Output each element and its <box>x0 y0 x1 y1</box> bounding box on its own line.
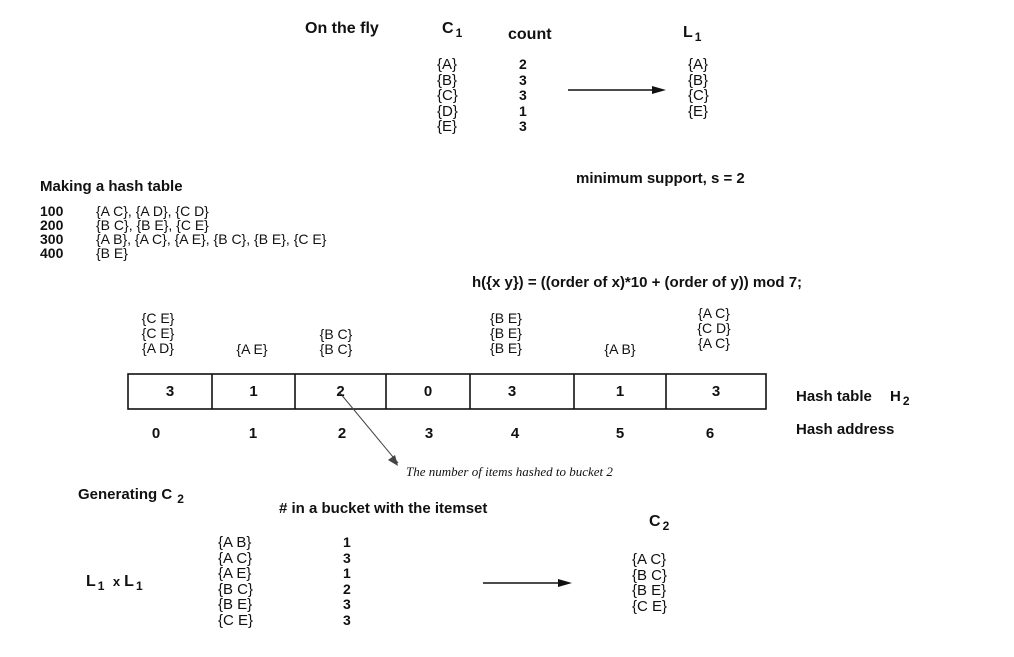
c2-header <box>649 513 669 531</box>
candidate-pair: {A E} <box>218 565 252 582</box>
pair-bucket-count: 2 <box>343 580 351 597</box>
l1-item: {E} <box>688 102 709 120</box>
hash-table-name-sub: 2 <box>902 394 910 408</box>
candidate-pair: {B E} <box>218 596 253 613</box>
c2-item: {C E} <box>632 597 668 615</box>
bucket-item: {B C} <box>319 341 353 357</box>
generating-c2-title <box>78 486 184 506</box>
bucket-item: {B E} <box>490 340 522 356</box>
product-left-sub: 1 <box>97 579 105 593</box>
bucket-count-2: 2 <box>336 383 345 400</box>
on-the-fly-label: On the fly <box>305 20 379 37</box>
bucket-count-4: 3 <box>507 383 517 400</box>
tid: 400 <box>40 245 64 261</box>
bucket-item: {A E} <box>236 341 268 357</box>
bucket-count-3: 0 <box>423 383 433 400</box>
candidate-pair-list <box>218 535 253 628</box>
hash-table-label-text: Hash table <box>796 388 872 405</box>
c1-count: 2 <box>519 56 527 72</box>
bucket-count-1: 1 <box>249 383 258 400</box>
pair-bucket-count-list <box>343 535 351 628</box>
hash-table-label <box>796 388 910 408</box>
hash-address-1: 1 <box>248 425 258 442</box>
bucket-count-header: # in a bucket with the itemset <box>279 500 488 517</box>
l1-item: {C} <box>688 87 709 104</box>
c2-itemset-list <box>632 552 667 614</box>
product-left: L <box>86 573 96 590</box>
c2-item: {B E} <box>632 582 667 599</box>
bucket-item: {B E} <box>490 310 522 326</box>
annotation-pointer-head <box>388 455 398 466</box>
pair-bucket-count: 1 <box>343 534 351 550</box>
pair-bucket-count: 1 <box>343 565 351 581</box>
generating-c2-title-text: Generating C <box>78 486 173 503</box>
c1-to-l1-arrowhead <box>652 86 666 94</box>
product-cross: x <box>112 574 121 589</box>
generating-c2-title-sub: 2 <box>177 492 184 506</box>
candidate-pair: {C E} <box>218 611 254 629</box>
bucket-item: {A B} <box>604 341 636 357</box>
pair-bucket-count: 3 <box>343 611 351 628</box>
c1-count: 3 <box>519 118 527 134</box>
bucket-item: {B C} <box>319 326 353 342</box>
bucket-count-6: 3 <box>711 383 721 400</box>
c1-item: {A} <box>437 56 458 73</box>
c2-header-sub: 2 <box>662 519 670 533</box>
minimum-support-label: minimum support, s = 2 <box>576 170 745 187</box>
pairs-to-c2-arrowhead <box>558 579 572 587</box>
c1-count: 3 <box>519 87 527 103</box>
c1-header-sub: 1 <box>455 26 463 40</box>
bucket-2-annotation: The number of items hashed to bucket 2 <box>406 464 613 479</box>
hash-address-6: 6 <box>705 425 715 442</box>
hash-table-name: H <box>890 388 901 405</box>
hash-address-4: 4 <box>510 425 520 442</box>
bucket-count-0: 3 <box>165 383 175 400</box>
hash-table-title: Making a hash table <box>40 178 183 195</box>
transaction-itemsets: {B C}, {B E}, {C E} <box>96 217 209 233</box>
l1-header-sub: 1 <box>694 30 702 44</box>
candidate-pair: {B C} <box>218 580 254 598</box>
hash-address-2: 2 <box>337 425 347 442</box>
c1-item: {D} <box>437 102 458 120</box>
hash-address-0: 0 <box>151 425 161 442</box>
c1-count: 3 <box>519 71 527 88</box>
transaction-itemsets: {A C}, {A D}, {C D} <box>96 203 209 219</box>
tid: 200 <box>40 217 64 233</box>
bucket-item: {C D} <box>697 320 731 336</box>
tid: 100 <box>40 203 64 219</box>
hash-address-5: 5 <box>615 425 625 442</box>
bucket-item: {A C} <box>698 305 730 321</box>
l1-item: {A} <box>688 56 709 73</box>
candidate-pair: {A B} <box>218 534 252 551</box>
hash-function-formula: h({x y}) = ((order of x)*10 + (order of y)) mod 7; <box>472 274 803 291</box>
c2-item: {B C} <box>632 566 668 584</box>
product-right-sub: 1 <box>135 579 143 593</box>
product-right: L <box>124 573 134 590</box>
c2-header-letter: C <box>649 513 661 530</box>
transaction-itemsets: {B E} <box>96 245 128 261</box>
c1-item: {C} <box>437 87 458 104</box>
l1-item: {B} <box>688 71 709 89</box>
c2-item: {A C} <box>632 551 667 568</box>
l1-header-letter: L <box>683 24 693 41</box>
transaction-itemsets: {A B}, {A C}, {A E}, {B C}, {B E}, {C E} <box>96 231 327 247</box>
hash-address-3: 3 <box>424 425 434 442</box>
c1-item: {B} <box>437 71 458 89</box>
c1-count: 1 <box>519 102 527 119</box>
bucket-item: {A C} <box>698 335 730 351</box>
c1-header-letter: C <box>442 20 454 37</box>
count-header: count <box>508 26 552 43</box>
l1-cross-l1-label <box>86 573 143 591</box>
c1-item: {E} <box>437 118 458 135</box>
bucket-item: {C E} <box>141 310 175 326</box>
bucket-count-5: 1 <box>615 383 625 400</box>
bucket-item: {B E} <box>490 325 522 341</box>
hash-address-label: Hash address <box>796 421 895 438</box>
pair-bucket-count: 3 <box>343 549 351 566</box>
bucket-item: {C E} <box>141 325 175 341</box>
pair-bucket-count: 3 <box>343 596 351 612</box>
bucket-item: {A D} <box>142 340 174 356</box>
candidate-pair: {A C} <box>218 549 253 567</box>
tid: 300 <box>40 231 64 247</box>
